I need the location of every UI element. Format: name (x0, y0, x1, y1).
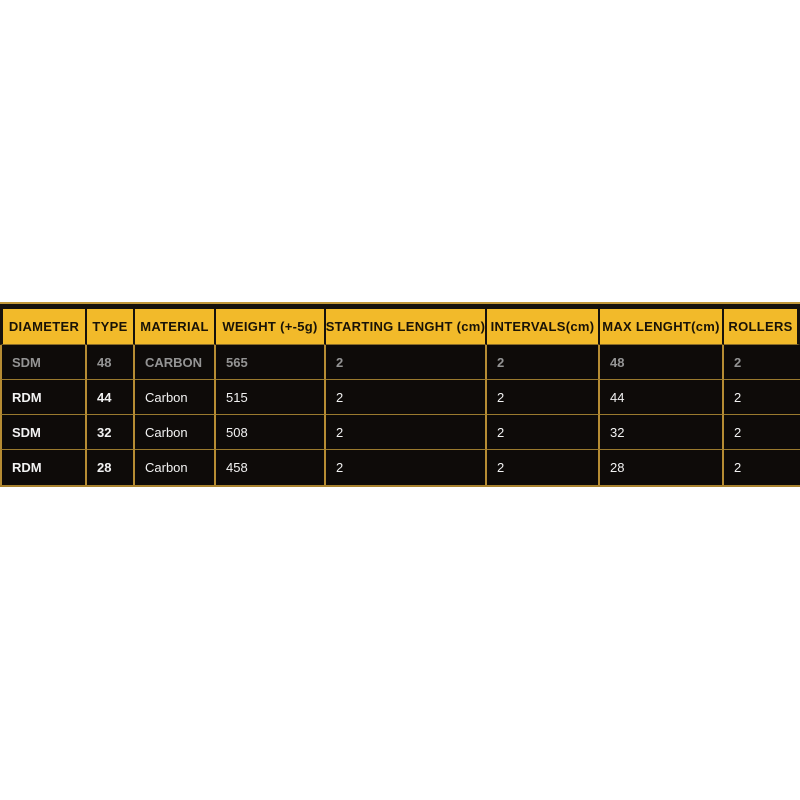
cell-starting-length: 2 (326, 415, 487, 450)
column-header-material: MATERIAL (135, 304, 216, 345)
cell-intervals: 2 (487, 450, 600, 485)
cell-starting-length: 2 (326, 380, 487, 415)
cell-diameter: SDM (0, 415, 87, 450)
spec-table (0, 302, 800, 487)
cell-diameter: RDM (0, 450, 87, 485)
cell-type: 28 (87, 450, 135, 485)
cell-weight: 515 (216, 380, 326, 415)
table-header (0, 304, 800, 345)
cell-material: Carbon (135, 415, 216, 450)
cell-weight: 458 (216, 450, 326, 485)
column-header-intervals: INTERVALS(cm) (487, 304, 600, 345)
cell-max-length: 32 (600, 415, 724, 450)
table-header-row (0, 304, 800, 345)
column-header-diameter: DIAMETER (0, 304, 87, 345)
cell-intervals: 2 (487, 380, 600, 415)
table-body (0, 345, 800, 485)
cell-max-length: 44 (600, 380, 724, 415)
cell-type: 32 (87, 415, 135, 450)
cell-intervals: 2 (487, 345, 600, 380)
cell-starting-length: 2 (326, 450, 487, 485)
cell-max-length: 28 (600, 450, 724, 485)
cell-material: Carbon (135, 380, 216, 415)
cell-rollers: 2 (724, 450, 800, 485)
cell-max-length: 48 (600, 345, 724, 380)
column-header-weight: WEIGHT (+-5g) (216, 304, 326, 345)
cell-material: Carbon (135, 450, 216, 485)
cell-weight: 508 (216, 415, 326, 450)
cell-material: CARBON (135, 345, 216, 380)
column-header-rollers: ROLLERS (724, 304, 800, 345)
cell-type: 48 (87, 345, 135, 380)
column-header-type: TYPE (87, 304, 135, 345)
table-row (0, 345, 800, 380)
table-row (0, 380, 800, 415)
cell-intervals: 2 (487, 415, 600, 450)
cell-diameter: SDM (0, 345, 87, 380)
cell-rollers: 2 (724, 345, 800, 380)
cell-weight: 565 (216, 345, 326, 380)
cell-type: 44 (87, 380, 135, 415)
column-header-max-length: MAX LENGHT(cm) (600, 304, 724, 345)
table-row (0, 415, 800, 450)
cell-diameter: RDM (0, 380, 87, 415)
column-header-starting-length: STARTING LENGHT (cm) (326, 304, 487, 345)
cell-rollers: 2 (724, 415, 800, 450)
cell-rollers: 2 (724, 380, 800, 415)
table-row (0, 450, 800, 485)
cell-starting-length: 2 (326, 345, 487, 380)
